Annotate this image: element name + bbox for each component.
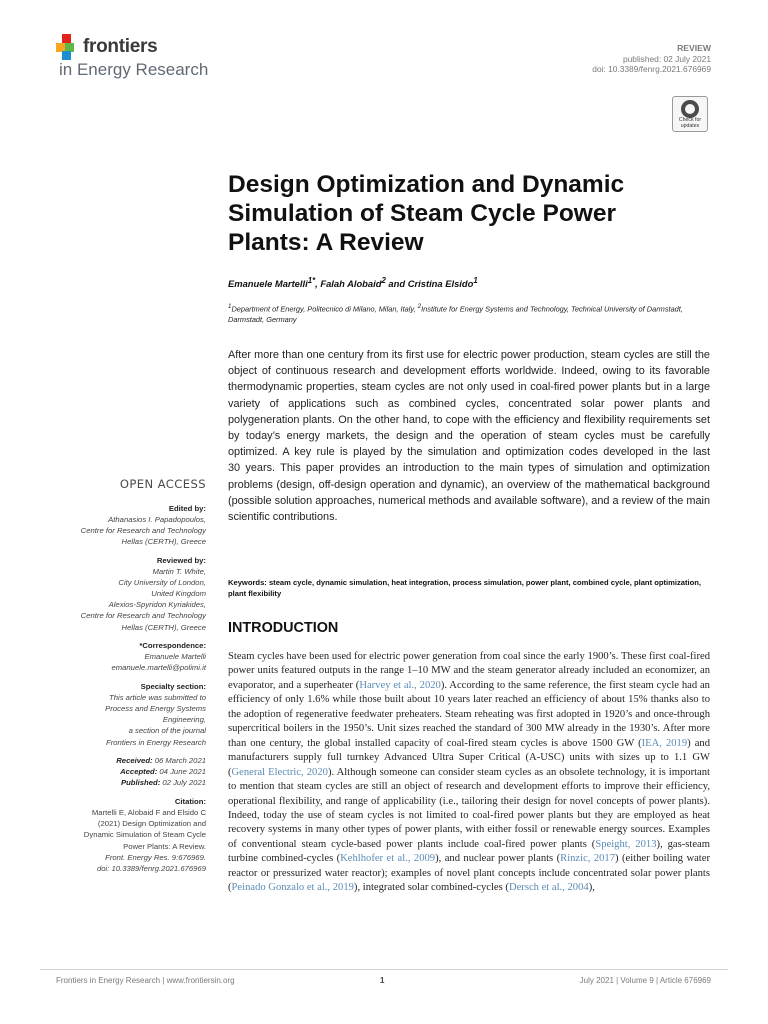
citation-link[interactable]: Dersch et al., 2004	[508, 882, 589, 894]
specialty-section: Specialty section: This article was submitted to Process and Energy Systems Engineering, a section of the journal Frontiers in Energy Research	[105, 682, 206, 747]
article-info-sidebar	[40, 503, 206, 881]
body-text-segment: ),	[588, 882, 595, 894]
author-name[interactable]: Cristina Elsido	[407, 278, 474, 290]
correspondence-email[interactable]: emanuele.martelli@polimi.it	[111, 663, 206, 673]
article-meta	[592, 43, 711, 75]
body-text-segment: ), integrated solar combined-cycles (	[353, 882, 509, 894]
citation-link[interactable]: Kehlhofer et al., 2009	[340, 853, 436, 865]
check-updates-icon	[681, 100, 699, 118]
abstract: After more than one century from its first use for electric power production, steam cycles are still the object of continuous research and development efforts worldwide. Indeed, owing to its favorable thermodynamic properties, steam cycles are not only used in coal-fired power plants but in a large variety of applications such as combined cycles, concentrated solar power plants and polygeneration plants. On the other hand, to cope with the efficiency and flexibility requirements set by today’s energy markets, the design and the operation of steam cycles must be carefully optimized. A key rule is played by the simulation and optimization codes developed in the last 30 years. This paper provides an introduction to the main types of simulation and optimization problems (design, off-design operation and dynamic), an overview of the mathematical background (possible solution approaches, numerical methods and available software), and a review of the main scientific contributions.	[228, 349, 710, 524]
journal-logo[interactable]	[56, 34, 246, 80]
author-list: Emanuele Martelli$^{1*}$, Falah Alobaid$^2$ and Cristina Elsido$^1$	[228, 276, 478, 290]
correspondence-section: *Correspondence: Emanuele Martelli emanuele.martelli@polimi.it	[40, 640, 206, 673]
author-name[interactable]: Emanuele Martelli	[228, 278, 308, 290]
body-text-segment: ), gas-steam turbine combined-cycles (	[228, 838, 710, 865]
edited-by-section: Edited by: Athanasios I. Papadopoulos, Centre for Research and Technology Hellas (CERTH), Greece	[80, 504, 206, 547]
citation-link[interactable]: IEA, 2019	[641, 737, 688, 749]
citation-link[interactable]: Rinzic, 2017	[560, 853, 616, 865]
footer-journal[interactable]: Frontiers in Energy Research | www.frontiersin.org	[56, 976, 235, 985]
citation-link[interactable]: General Electric, 2020	[231, 766, 328, 778]
brand-name: frontiers	[83, 36, 158, 57]
body-text-segment: ). According to the same reference, the first steam cycle had an efficiency of only 1.6% while those built about 10 years later reached an efficiency of about 15% thanks also to the adoption of regenerative feedwater preheaters. Steam reheating was first adopted in 1920’s and once-through supercritical boilers in the 1950’s. Unit sizes reached the standard of 300 MW already in the 1930’s. After more than one century, the global installed capacity of coal-fired steam cycles is above 1500 GW (	[228, 679, 710, 749]
body-text-segment: ), and nuclear power plants (	[435, 853, 561, 865]
journal-name: in Energy Research	[59, 60, 209, 79]
citation-link[interactable]: Harvey et al., 2020	[359, 679, 441, 691]
footer-issue: July 2021 | Volume 9 | Article 676969	[579, 976, 711, 985]
check-for-updates-button[interactable]	[672, 96, 708, 132]
citation-section: Citation: Martelli E, Alobaid F and Elsido C (2021) Design Optimization and Dynamic Simulation of Steam Cycle Power Plants: A Review. Front. Energy Res. 9:676969. doi: 10.3389/fenrg.2021.676969	[83, 797, 206, 873]
body-text-segment: ) and manufacturers supply full turnkey Advanced Ultra Super Critical (A-USC) units with sizes up to 1.1 GW (	[228, 737, 710, 778]
keywords: Keywords: steam cycle, dynamic simulation, heat integration, process simulation, power plant, combined cycle, plant optimization, plant flexibility	[228, 578, 702, 598]
page-number: 1	[380, 976, 385, 985]
footer-divider	[40, 969, 728, 970]
citation-link[interactable]: Speight, 2013	[595, 838, 657, 850]
section-heading: INTRODUCTION	[228, 620, 339, 636]
author-name[interactable]: Falah Alobaid	[320, 278, 382, 290]
reviewed-by-section: Reviewed by: Martin T. White, City University of London, United Kingdom Alexios-Spyridon Kyriakides, Centre for Research and Technology Hellas (CERTH), Greece	[80, 555, 206, 632]
open-access-label: OPEN ACCESS	[119, 477, 206, 491]
body-text-segment: ). Although someone can consider steam cycles as an obsolete technology, it is important to mention that steam cycles are still an object of research and development efforts to improve their efficiency, operational flexibility, and range of applicability (i.e., tailoring their design for novel concepts of power plants). Indeed, today the use of steam cycles is not limited to coal-fired power plants but they are employed as heat recovery systems in many other types of power plants, with either fossil or renewable energy sources. Examples of conventional steam cycle-based power plants include coal-fired power plants (	[228, 766, 710, 850]
body-text-segment: Steam cycles have been used for electric power generation from coal since the early 1900’s. These first coal-fired power units featured outputs in the range 1–10 MW and the steam generator already included an economizer, an evaporator, and a superheater (	[228, 651, 710, 691]
article-title: Design Optimization and Dynamic Simulation of Steam Cycle Power Plants: A Review	[228, 171, 625, 256]
doi[interactable]: doi: 10.3389/fenrg.2021.676969	[592, 64, 711, 74]
affiliations: $^1$Department of Energy, Politecnico di Milano, Milan, Italy, $^2$Institute for Energy Systems and Technology, Technical University of Darmstadt, Darmstadt, Germany	[228, 303, 683, 324]
dates-section: Received: 06 March 2021 Accepted: 04 June 2021 Published: 02 July 2021	[116, 756, 206, 788]
introduction-body	[228, 650, 710, 896]
citation-link[interactable]: Peinado Gonzalo et al., 2019	[231, 882, 354, 894]
published-date: published: 02 July 2021	[622, 53, 711, 64]
badge-label: Check for updates	[678, 117, 702, 129]
frontiers-logo-icon	[56, 34, 80, 60]
article-type: REVIEW	[677, 43, 711, 53]
body-text-segment: ) (either boiling water reactor or pressurized water reactor); examples of novel plant concepts include concentrated solar power plants (	[228, 853, 710, 894]
